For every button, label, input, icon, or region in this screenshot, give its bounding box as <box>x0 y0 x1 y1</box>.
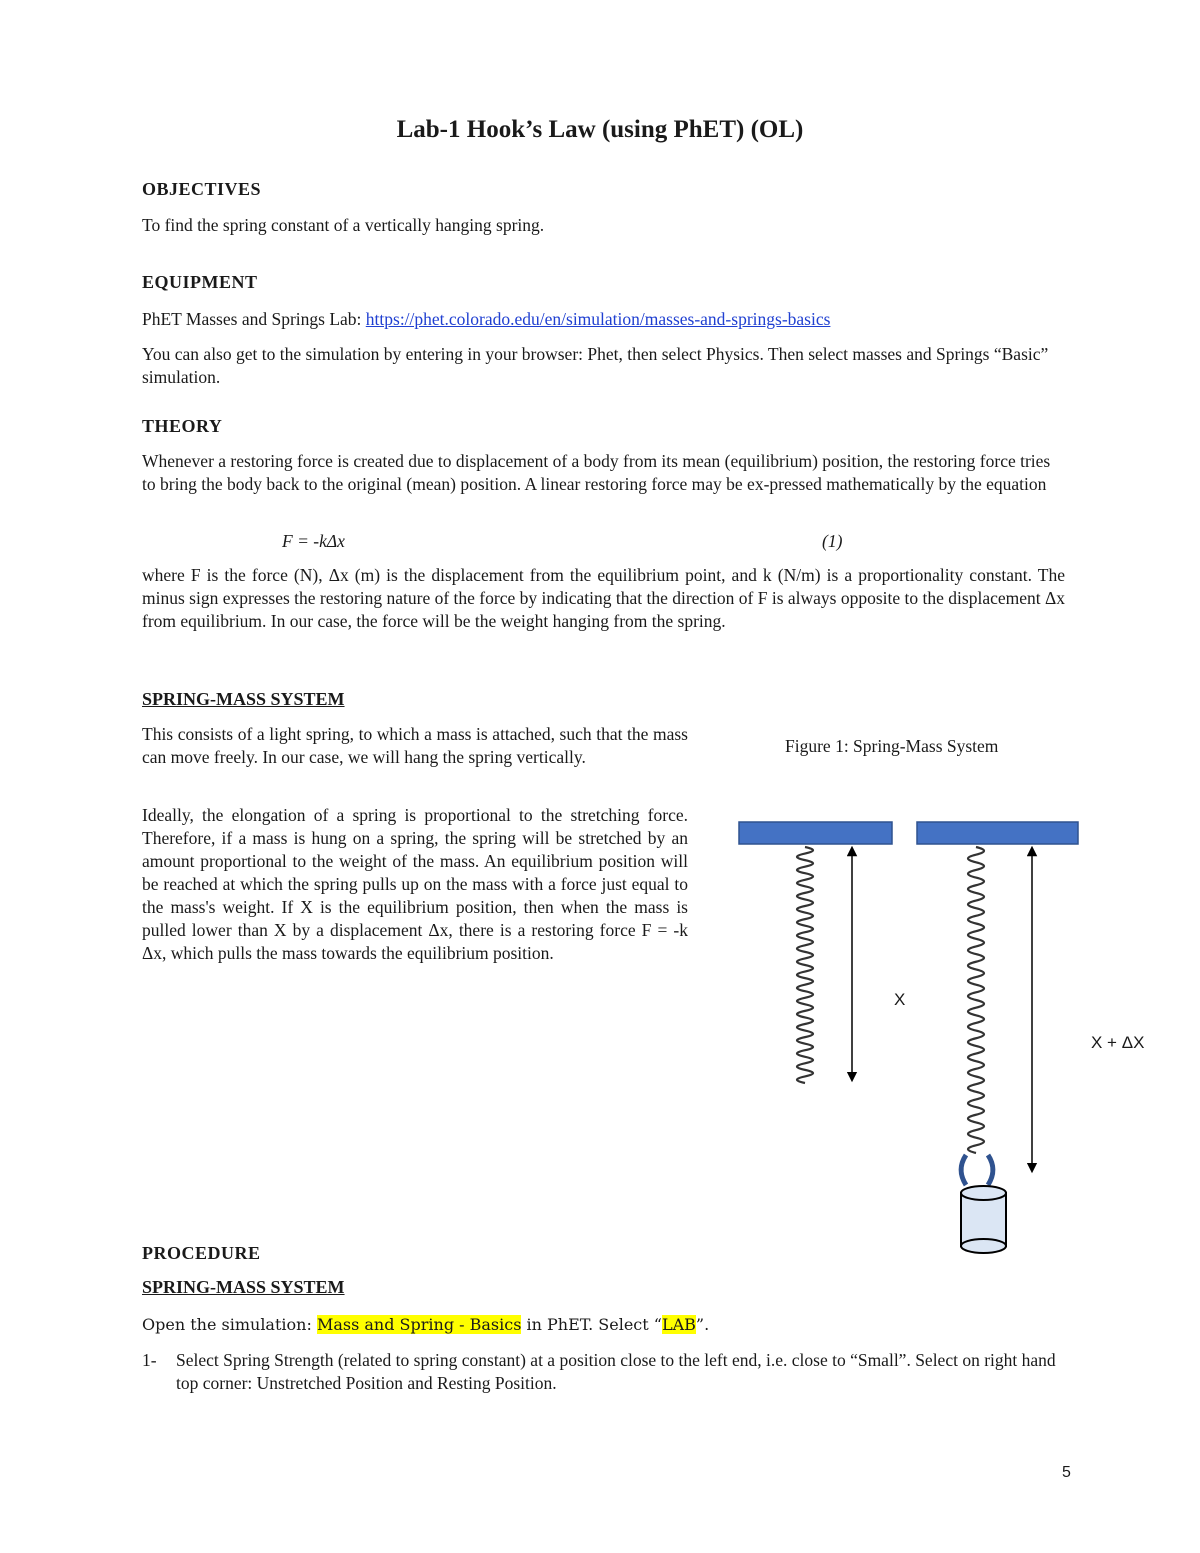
simulation-link[interactable]: https://phet.colorado.edu/en/simulation/masses-and-springs-basics <box>365 309 831 329</box>
equation: F = -kΔx <box>282 531 345 551</box>
ceiling-support-left <box>739 822 892 844</box>
equipment-heading: EQUIPMENT <box>142 272 258 292</box>
open-suffix: ”. <box>695 1315 710 1334</box>
theory-paragraph-2: where F is the force (N), Δx (m) is the displacement from the equilibrium point, and k (N/m) is a proportionality constant. The minus sign expresses the restoring nature of the force by indicating that the direction of F is always opposite to the displacement Δx from equilibrium. In our case, the force will be the weight hanging from the spring. <box>142 565 1065 631</box>
label-x: X <box>894 990 906 1009</box>
step-1-number: 1- <box>142 1350 157 1370</box>
mass-hook <box>961 1155 993 1185</box>
equipment-browser-text: You can also get to the simulation by entering in your browser: Phet, then select Physics. Then select masses and Springs “Basic” simulation. <box>142 344 1049 387</box>
page-number: 5 <box>1062 1464 1071 1481</box>
step-1-text: Select Spring Strength (related to spring constant) at a position close to the left end, i.e. close to “Small”. Select on right hand top corner: Unstretched Position and Resting Position. <box>176 1350 1056 1393</box>
objectives-text: To find the spring constant of a vertically hanging spring. <box>142 215 545 235</box>
page-title: Lab-1 Hook’s Law (using PhET) (OL) <box>396 116 804 143</box>
simulation-name-highlight: Mass and Spring - Basics <box>316 1315 522 1334</box>
objectives-heading: OBJECTIVES <box>142 179 262 199</box>
spring-left <box>797 847 813 1083</box>
ceiling-support-right <box>917 822 1078 844</box>
procedure-subheading: SPRING-MASS SYSTEM <box>142 1277 345 1297</box>
open-mid: in PhET. Select “ <box>521 1315 662 1334</box>
theory-heading: THEORY <box>142 416 223 436</box>
spring-mass-heading: SPRING-MASS SYSTEM <box>142 689 345 709</box>
spring-mass-paragraph-2: Ideally, the elongation of a spring is proportional to the stretching force. Therefore, if a mass is hung on a spring, the spring will be stretched by an amount proportional to the weight of the mass. An equilibrium position will be reached at which the spring pulls up on the mass with a force just equal to the mass's weight. If X is the equilibrium position, then when the mass is pulled lower than X by a displacement Δx, there is a restoring force F = -k Δx, which pulls the mass towards the equilibrium position. <box>142 805 688 963</box>
open-prefix: Open the simulation: <box>142 1315 317 1334</box>
spring-mass-paragraph-1: This consists of a light spring, to which a mass is attached, such that the mass can move freely. In our case, we will hang the spring vertically. <box>142 724 688 767</box>
figure-caption: Figure 1: Spring-Mass System <box>785 736 999 756</box>
equation-number: (1) <box>822 531 843 551</box>
equipment-lab-prefix: PhET Masses and Springs Lab: <box>142 309 366 329</box>
theory-paragraph-1: Whenever a restoring force is created due to displacement of a body from its mean (equilibrium) position, the restoring force tries to bring the body back to the original (mean) position. A linear restoring force may be ex-pressed mathematically by the equation <box>142 451 1051 494</box>
spring-right <box>968 847 984 1153</box>
hanging-mass <box>961 1186 1006 1253</box>
lab-tab-highlight: LAB <box>661 1315 696 1334</box>
open-simulation-line <box>142 1313 709 1336</box>
equipment-lab-line <box>142 308 830 331</box>
label-x-plus-dx: X + ΔX <box>1091 1033 1145 1052</box>
procedure-heading: PROCEDURE <box>142 1243 261 1263</box>
